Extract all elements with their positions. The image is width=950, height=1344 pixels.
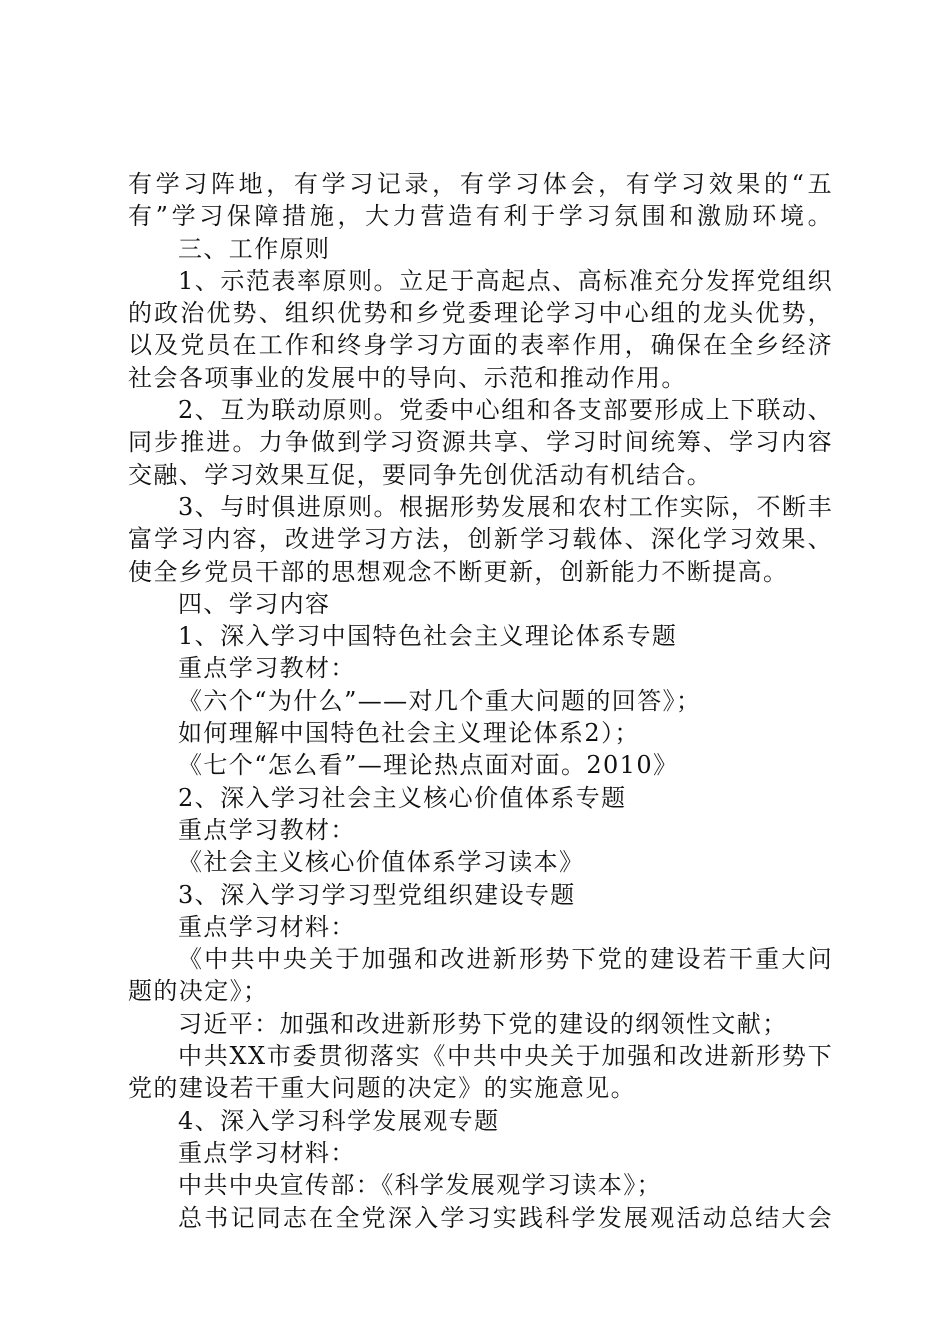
text-line: 同步推进。力争做到学习资源共享、学习时间统筹、学习内容 <box>128 428 833 457</box>
text-line: 重点学习教材： <box>178 654 356 683</box>
text-line: 总书记同志在全党深入学习实践科学发展观活动总结大会 <box>178 1203 833 1232</box>
text-line: 有”学习保障措施，大力营造有利于学习氛围和激励环境。 <box>128 202 833 231</box>
text-line: 有学习阵地，有学习记录，有学习体会，有学习效果的“五 <box>128 170 833 198</box>
text-line: 中共中央宣传部：《科学发展观学习读本》； <box>178 1171 662 1200</box>
text-line: 重点学习教材： <box>178 815 356 844</box>
text-line: 3、与时俱进原则。根据形势发展和农村工作实际，不断丰 <box>178 492 833 521</box>
subsection-heading: 3、深入学习学习型党组织建设专题 <box>178 880 576 909</box>
subsection-heading: 4、深入学习科学发展观专题 <box>178 1106 500 1135</box>
text-line: 以及党员在工作和终身学习方面的表率作用，确保在全乡经济 <box>128 331 833 360</box>
text-line: 重点学习材料： <box>178 1138 356 1167</box>
section-heading: 四、学习内容 <box>178 589 331 618</box>
text-line: 习近平：加强和改进新形势下党的建设的纲领性文献； <box>178 1009 788 1038</box>
text-line: 《社会主义核心价值体系学习读本》 <box>178 848 585 877</box>
text-line: 重点学习材料： <box>178 912 356 941</box>
text-line: 《七个“怎么看”—理论热点面对面。2010》 <box>178 751 679 780</box>
text-line: 2、互为联动原则。党委中心组和各支部要形成上下联动、 <box>178 396 833 425</box>
text-line: 使全乡党员干部的思想观念不断更新，创新能力不断提高。 <box>128 557 789 586</box>
text-line: 富学习内容，改进学习方法，创新学习载体、深化学习效果、 <box>128 525 833 554</box>
text-line: 如何理解中国特色社会主义理论体系2）； <box>178 719 640 748</box>
text-line: 社会各项事业的发展中的导向、示范和推动作用。 <box>128 363 687 392</box>
section-heading: 三、工作原则 <box>178 234 331 263</box>
subsection-heading: 2、深入学习社会主义核心价值体系专题 <box>178 783 627 812</box>
text-line: 中共XX市委贯彻落实《中共中央关于加强和改进新形势下 <box>178 1042 833 1071</box>
text-line: 题的决定》； <box>128 977 269 1006</box>
text-line: 交融、学习效果互促，要同争先创优活动有机结合。 <box>128 460 713 489</box>
text-line: 的政治优势、组织优势和乡党委理论学习中心组的龙头优势， <box>128 299 833 328</box>
text-line: 1、示范表率原则。立足于高起点、高标准充分发挥党组织 <box>178 266 833 295</box>
text-line: 《中共中央关于加强和改进新形势下党的建设若干重大问 <box>178 945 833 974</box>
text-line: 《六个“为什么”——对几个重大问题的回答》； <box>178 686 702 715</box>
subsection-heading: 1、深入学习中国特色社会主义理论体系专题 <box>178 622 678 651</box>
text-line: 党的建设若干重大问题的决定》的实施意见。 <box>128 1074 636 1103</box>
document-body <box>128 168 833 1234</box>
